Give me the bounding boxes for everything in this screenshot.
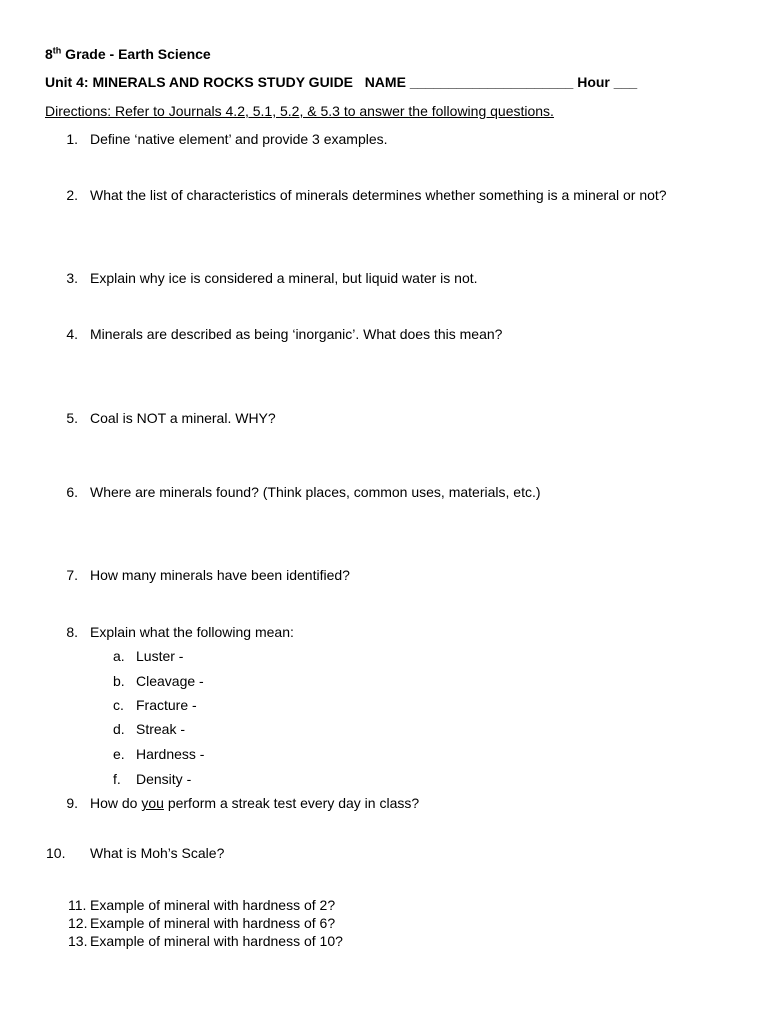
question-number: 8. bbox=[66, 624, 78, 640]
question-number: 13. bbox=[68, 933, 88, 949]
sub-item-letter: e. bbox=[113, 746, 125, 762]
question-text-underlined: you bbox=[141, 795, 164, 811]
question-text bbox=[90, 795, 419, 811]
grade-number: 8 bbox=[45, 46, 53, 62]
question-text: Example of mineral with hardness of 10? bbox=[90, 933, 343, 949]
question-text: Define ‘native element’ and provide 3 examples. bbox=[90, 131, 388, 147]
grade-subject: Grade - Earth Science bbox=[61, 46, 211, 62]
grade-heading bbox=[45, 46, 211, 62]
sub-item-letter: b. bbox=[113, 673, 125, 689]
sub-item-letter: f. bbox=[113, 771, 121, 787]
question-number: 11. bbox=[68, 897, 87, 913]
question-number: 6. bbox=[66, 484, 78, 500]
sub-item-text: Hardness - bbox=[136, 746, 205, 762]
question-text-part: How do bbox=[90, 795, 142, 811]
question-text: How many minerals have been identified? bbox=[90, 567, 350, 583]
question-text: Coal is NOT a mineral. WHY? bbox=[90, 410, 276, 426]
unit-heading bbox=[45, 74, 637, 90]
sub-item-text: Fracture - bbox=[136, 697, 197, 713]
question-number: 1. bbox=[66, 131, 78, 147]
sub-item-text: Luster - bbox=[136, 648, 184, 664]
hour-label: Hour bbox=[577, 74, 610, 90]
question-number: 3. bbox=[66, 270, 78, 286]
question-text: Explain what the following mean: bbox=[90, 624, 294, 640]
sub-item-text: Streak - bbox=[136, 721, 186, 737]
question-number: 4. bbox=[66, 326, 78, 342]
question-text: Explain why ice is considered a mineral, but liquid water is not. bbox=[90, 270, 478, 286]
name-blank: _____________________ bbox=[409, 74, 574, 90]
question-text: What the list of characteristics of minerals determines whether something is a mineral or not? bbox=[90, 187, 667, 203]
question-text: Example of mineral with hardness of 2? bbox=[90, 897, 336, 913]
question-number: 5. bbox=[66, 410, 78, 426]
name-label: NAME bbox=[364, 74, 406, 90]
sub-item-letter: c. bbox=[113, 697, 124, 713]
sub-item-text: Density - bbox=[136, 771, 192, 787]
question-text: What is Moh’s Scale? bbox=[90, 845, 225, 861]
unit-title: Unit 4: MINERALS AND ROCKS STUDY GUIDE bbox=[45, 74, 354, 90]
question-text: Example of mineral with hardness of 6? bbox=[90, 915, 336, 931]
sub-item-letter: a. bbox=[113, 648, 125, 664]
directions: Directions: Refer to Journals 4.2, 5.1, 5.2, & 5.3 to answer the following questions. bbox=[45, 103, 554, 119]
sub-item-text: Cleavage - bbox=[136, 673, 204, 689]
question-number: 9. bbox=[66, 795, 78, 811]
question-text-part: perform a streak test every day in class? bbox=[163, 795, 420, 811]
hour-blank: ___ bbox=[613, 74, 638, 90]
grade-suffix: th bbox=[52, 45, 62, 56]
question-number: 10. bbox=[46, 845, 66, 861]
question-number: 12. bbox=[68, 915, 88, 931]
question-text: Minerals are described as being ‘inorganic’. What does this mean? bbox=[90, 326, 503, 342]
question-text: Where are minerals found? (Think places, common uses, materials, etc.) bbox=[90, 484, 541, 500]
question-number: 7. bbox=[66, 567, 78, 583]
question-number: 2. bbox=[66, 187, 78, 203]
sub-item-letter: d. bbox=[113, 721, 125, 737]
